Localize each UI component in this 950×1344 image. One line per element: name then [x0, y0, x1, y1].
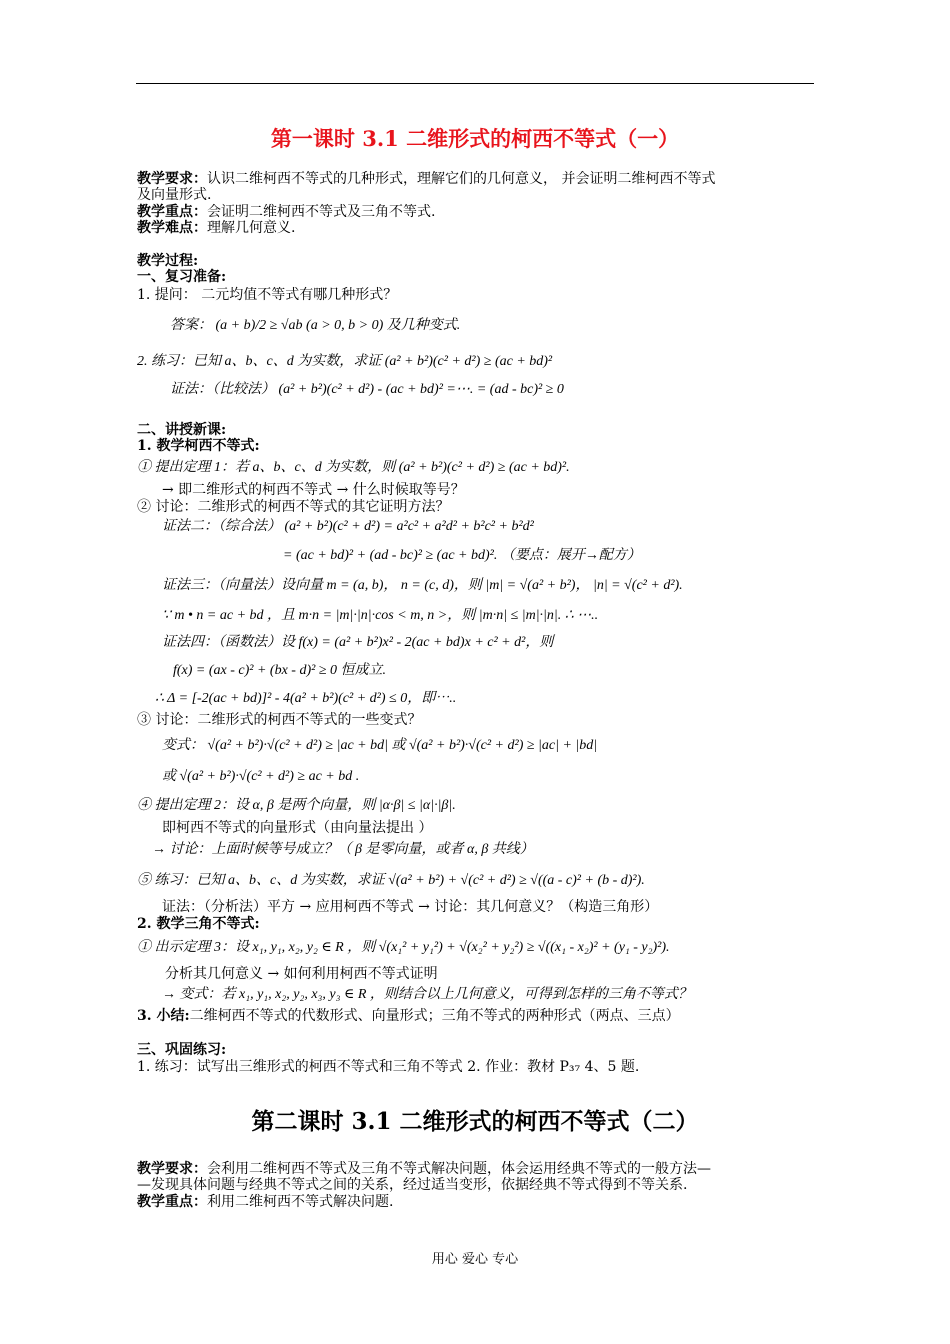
section-new-lesson-heading: 二、讲授新课:	[137, 422, 227, 438]
proof-method-4c: ∴ Δ = [-2(ac + bd)]² - 4(a² + b²)(c² + d²) ≤ 0，即⋯..	[155, 691, 457, 706]
exercise-5-proof: 证法：（分析法）平方 → 应用柯西不等式 → 讨论：其几何意义？（构造三角形）	[162, 899, 659, 915]
variant-1: 变式： √(a² + b²)·√(c² + d²) ≥ |ac + bd| 或 √(a² + b²)·√(c² + d²) ≥ |ac| + |bd|	[162, 738, 598, 753]
review-proof: 证法：（比较法） (a² + b²)(c² + d²) - (ac + bd)² =⋯. = (ad - bc)² ≥ 0	[170, 382, 564, 397]
diff-text: 理解几何意义.	[207, 220, 296, 236]
summary-text: 二维柯西不等式的代数形式、向量形式；三角不等式的两种形式（两点、三点）	[189, 1008, 680, 1024]
proof-method-3a: 证法三：（向量法）设向量 m = (a, b)， n = (c, d)，则 |m| = √(a² + b²)， |n| = √(c² + d²).	[162, 578, 683, 593]
exercise-5: ⑤ 练习：已知 a、b、c、d 为实数，求证 √(a² + b²) + √(c² + d²) ≥ √((a - c)² + (b - d)²).	[137, 873, 645, 888]
proof-method-2b: = (ac + bd)² + (ad - bc)² ≥ (ac + bd)². （要点：展开→配方）	[283, 548, 641, 563]
subsection-triangle-heading: 2. 教学三角不等式:	[137, 916, 260, 932]
theorem-1-note: → 即二维形式的柯西不等式 → 什么时候取等号？	[162, 482, 465, 498]
key2-text: 利用二维柯西不等式解决问题.	[207, 1194, 394, 1210]
lesson2-title: 第二课时 3.1 二维形式的柯西不等式（二）	[251, 1108, 699, 1135]
req2-text: 会利用二维柯西不等式及三角不等式解决问题，体会运用经典不等式的一般方法—	[207, 1161, 711, 1177]
process-heading: 教学过程:	[137, 253, 199, 269]
lesson1-difficulties	[137, 219, 295, 237]
discussion-3: ③ 讨论：二维形式的柯西不等式的一些变式？	[137, 712, 422, 728]
theorem-1: ① 提出定理 1：若 a、b、c、d 为实数，则 (a² + b²)(c² + d²) ≥ (ac + bd)².	[137, 460, 570, 475]
req-label: 教学要求：	[137, 171, 207, 187]
proof-method-4b: f(x) = (ax - c)² + (bx - d)² ≥ 0 恒成立.	[173, 663, 387, 678]
header-rule	[136, 83, 814, 84]
section-practice-heading: 三、巩固练习:	[137, 1042, 227, 1058]
req2-text-cont: —发现具体问题与经典不等式之间的关系，经过适当变形，依据经典不等式得到不等关系.	[137, 1177, 688, 1193]
lesson1-requirements	[137, 170, 715, 188]
summary	[137, 1007, 680, 1025]
review-question-2: 2. 练习：已知 a、b、c、d 为实数，求证 (a² + b²)(c² + d²) ≥ (ac + bd)²	[137, 354, 553, 369]
key-label: 教学重点：	[137, 204, 207, 220]
discussion-2: ② 讨论：二维形式的柯西不等式的其它证明方法？	[137, 499, 450, 515]
proof-method-3b: ∵ m • n = ac + bd ，且 m·n = |m|·|n|·cos < m, n >，则 |m·n| ≤ |m|·|n|. ∴ ⋯..	[162, 608, 599, 623]
lesson2-key-points	[137, 1193, 393, 1211]
variant-2: 或 √(a² + b²)·√(c² + d²) ≥ ac + bd .	[162, 769, 360, 784]
subsection-cauchy-heading: 1. 教学柯西不等式:	[137, 438, 260, 454]
theorem-2-note: 即柯西不等式的向量形式（由向量法提出 ）	[162, 820, 433, 836]
req-text: 认识二维柯西不等式的几种形式，理解它们的几何意义， 并会证明二维柯西不等式	[207, 171, 716, 187]
req-text-cont: 及向量形式.	[137, 187, 212, 203]
theorem-3-analysis: 分析其几何意义 → 如何利用柯西不等式证明	[165, 966, 438, 982]
theorem-3: ① 出示定理 3：设 x₁, y₁, x₂, y₂ ∈ R ，则 √(x₁² + y₁²) + √(x₂² + y₂²) ≥ √((x₁ - x₂)² + (y₁ - y₂)²).	[137, 940, 670, 955]
review-question-1: 1. 提问： 二元均值不等式有哪几种形式？	[137, 287, 398, 303]
req2-label: 教学要求：	[137, 1161, 207, 1177]
page-footer: 用心 爱心 专心	[431, 1252, 519, 1267]
diff-label: 教学难点：	[137, 220, 207, 236]
practice-exercise: 1. 练习：试写出三维形式的柯西不等式和三角不等式 2. 作业：教材 P₃₇ 4、5 题.	[137, 1059, 640, 1075]
proof-method-4a: 证法四：（函数法）设 f(x) = (a² + b²)x² - 2(ac + bd)x + c² + d²，则	[162, 635, 554, 650]
proof-method-2a: 证法二：（综合法） (a² + b²)(c² + d²) = a²c² + a²d² + b²c² + b²d²	[162, 519, 534, 534]
section-review-heading: 一、复习准备:	[137, 269, 227, 285]
lesson1-title: 第一课时 3.1 二维形式的柯西不等式（一）	[270, 126, 680, 151]
theorem-3-variant: → 变式：若 x₁, y₁, x₂, y₂, x₃, y₃ ∈ R ，则结合以上几何意义，可得到怎样的三角不等式？	[162, 987, 692, 1002]
review-answer: 答案： (a + b)/2 ≥ √ab (a > 0, b > 0) 及几种变式.	[170, 318, 461, 333]
summary-label: 3. 小结:	[137, 1008, 190, 1024]
key-text: 会证明二维柯西不等式及三角不等式.	[207, 204, 436, 220]
theorem-2: ④ 提出定理 2：设 α, β 是两个向量，则 |α·β| ≤ |α|·|β|.	[137, 798, 456, 813]
theorem-2-discussion: → 讨论：上面时候等号成立？（ β 是零向量，或者 α, β 共线）	[152, 842, 534, 857]
key2-label: 教学重点：	[137, 1194, 207, 1210]
